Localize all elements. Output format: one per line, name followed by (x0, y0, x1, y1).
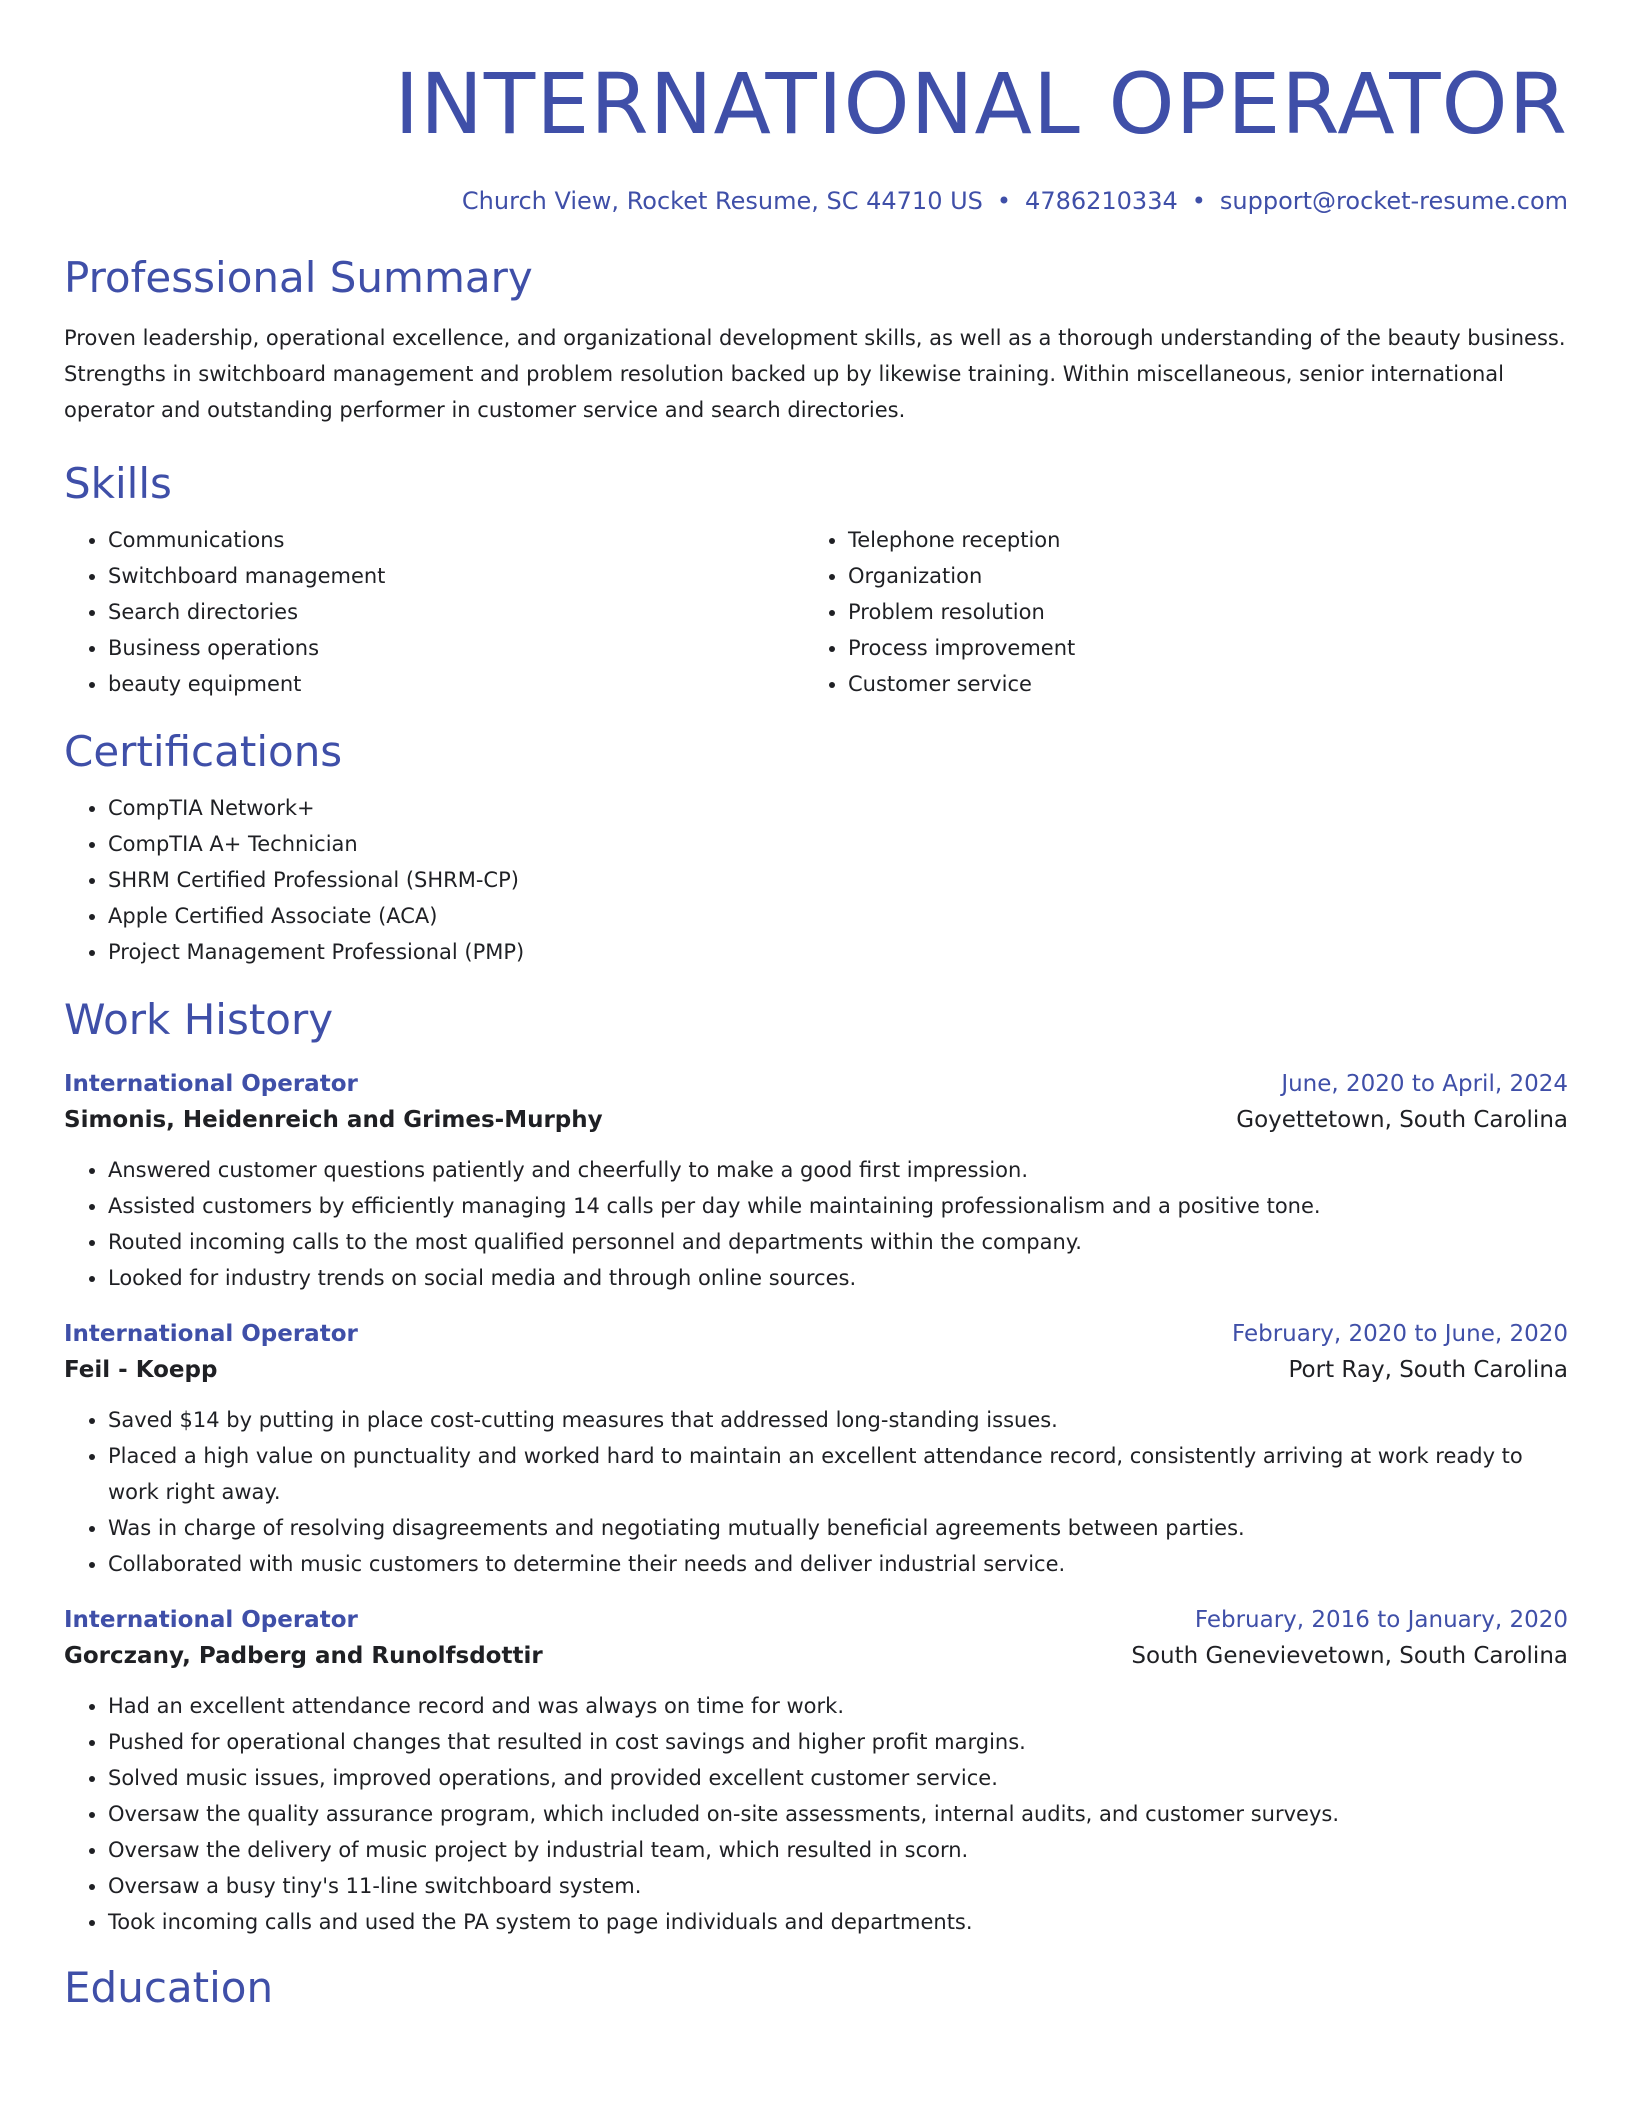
resume-header (64, 0, 1568, 216)
job-bullet: • Oversaw the delivery of music project by industrial team, which resulted in scorn. (108, 1832, 1568, 1868)
job-bullets (64, 1152, 1568, 1296)
job-bullets (64, 1402, 1568, 1582)
skill-item: • Process improvement (848, 630, 1544, 666)
job-entry (64, 1066, 1568, 1296)
certification-item: • CompTIA A+ Technician (108, 826, 1568, 862)
job-bullet: • Placed a high value on punctuality and worked hard to maintain an excellent attendance record, consistently arriving at work ready to work right away. (108, 1438, 1568, 1510)
job-title-row (64, 1066, 1568, 1102)
job-company-row (64, 1102, 1568, 1138)
work-history-heading: Work History (64, 995, 334, 1044)
email-link[interactable]: support@rocket-resume.com (1219, 187, 1568, 215)
address-text: Church View, Rocket Resume, SC 44710 US (461, 187, 983, 215)
skill-item: • Telephone reception (848, 522, 1544, 558)
job-bullet: • Pushed for operational changes that resulted in cost savings and higher profit margins. (108, 1724, 1568, 1760)
job-company-row (64, 1352, 1568, 1388)
job-entry (64, 1316, 1568, 1582)
job-bullet: • Oversaw a busy tiny's 11-line switchboard system. (108, 1868, 1568, 1904)
job-bullet: • Oversaw the quality assurance program, which included on-site assessments, internal audits, and customer surveys. (108, 1796, 1568, 1832)
summary-heading: Professional Summary (64, 253, 533, 302)
job-title-row (64, 1602, 1568, 1638)
job-bullet: • Collaborated with music customers to determine their needs and deliver industrial service. (108, 1546, 1568, 1582)
skills-left-column (64, 522, 804, 702)
job-company: Feil - Koepp (64, 1357, 218, 1383)
job-dates: February, 2016 to January, 2020 (1194, 1607, 1568, 1633)
education-heading: Education (64, 1963, 274, 2012)
job-bullet: • Had an excellent attendance record and was always on time for work. (108, 1688, 1568, 1724)
skills-right-column (804, 522, 1544, 702)
phone-text: 4786210334 (1025, 187, 1178, 215)
job-location: South Genevievetown, South Carolina (1131, 1643, 1568, 1669)
contact-separator: • (1191, 187, 1206, 215)
skill-item: • beauty equipment (108, 666, 804, 702)
skill-item: • Customer service (848, 666, 1544, 702)
certification-item: • Project Management Professional (PMP) (108, 934, 1568, 970)
skills-list (804, 522, 1544, 702)
contact-line (64, 186, 1568, 216)
skill-item: • Search directories (108, 594, 804, 630)
job-company-row (64, 1638, 1568, 1674)
summary-text: Proven leadership, operational excellence, and organizational development skills, as well as a thorough understanding of the beauty business. Strengths in switchboard management and problem resolution backed up by likewise training. Within miscellaneous, senior international operator and outstanding performer in customer service and search directories. (64, 326, 1566, 422)
job-dates: February, 2020 to June, 2020 (1231, 1321, 1568, 1347)
certifications-list (64, 790, 1568, 970)
skill-item: • Switchboard management (108, 558, 804, 594)
skills-list (64, 522, 804, 702)
contact-separator: • (996, 187, 1012, 215)
certification-item: • CompTIA Network+ (108, 790, 1568, 826)
certifications-heading: Certifications (64, 727, 343, 776)
candidate-name: INTERNATIONAL OPERATOR (394, 55, 1568, 153)
job-bullet: • Solved music issues, improved operations, and provided excellent customer service. (108, 1760, 1568, 1796)
job-bullet: • Looked for industry trends on social media and through online sources. (108, 1260, 1568, 1296)
job-entry (64, 1602, 1568, 1940)
skill-item: • Problem resolution (848, 594, 1544, 630)
skills-heading: Skills (64, 459, 172, 508)
job-company: Gorczany, Padberg and Runolfsdottir (64, 1643, 543, 1669)
job-role: International Operator (64, 1071, 358, 1097)
job-bullet: • Was in charge of resolving disagreements and negotiating mutually beneficial agreements between parties. (108, 1510, 1568, 1546)
skill-item: • Business operations (108, 630, 804, 666)
skills-columns (64, 522, 1568, 702)
job-bullet: • Routed incoming calls to the most qualified personnel and departments within the company. (108, 1224, 1568, 1260)
job-bullets (64, 1688, 1568, 1940)
job-dates: June, 2020 to April, 2024 (1281, 1071, 1568, 1097)
skill-item: • Organization (848, 558, 1544, 594)
certification-item: • Apple Certified Associate (ACA) (108, 898, 1568, 934)
job-bullet: • Assisted customers by efficiently managing 14 calls per day while maintaining professionalism and a positive tone. (108, 1188, 1568, 1224)
certification-item: • SHRM Certified Professional (SHRM-CP) (108, 862, 1568, 898)
job-bullet: • Saved $14 by putting in place cost-cutting measures that addressed long-standing issues. (108, 1402, 1568, 1438)
job-location: Goyettetown, South Carolina (1236, 1107, 1568, 1133)
job-role: International Operator (64, 1607, 358, 1633)
job-location: Port Ray, South Carolina (1288, 1357, 1568, 1383)
job-bullet: • Answered customer questions patiently and cheerfully to make a good first impression. (108, 1152, 1568, 1188)
skill-item: • Communications (108, 522, 804, 558)
job-company: Simonis, Heidenreich and Grimes-Murphy (64, 1107, 603, 1133)
job-role: International Operator (64, 1321, 358, 1347)
job-bullet: • Took incoming calls and used the PA system to page individuals and departments. (108, 1904, 1568, 1940)
job-title-row (64, 1316, 1568, 1352)
